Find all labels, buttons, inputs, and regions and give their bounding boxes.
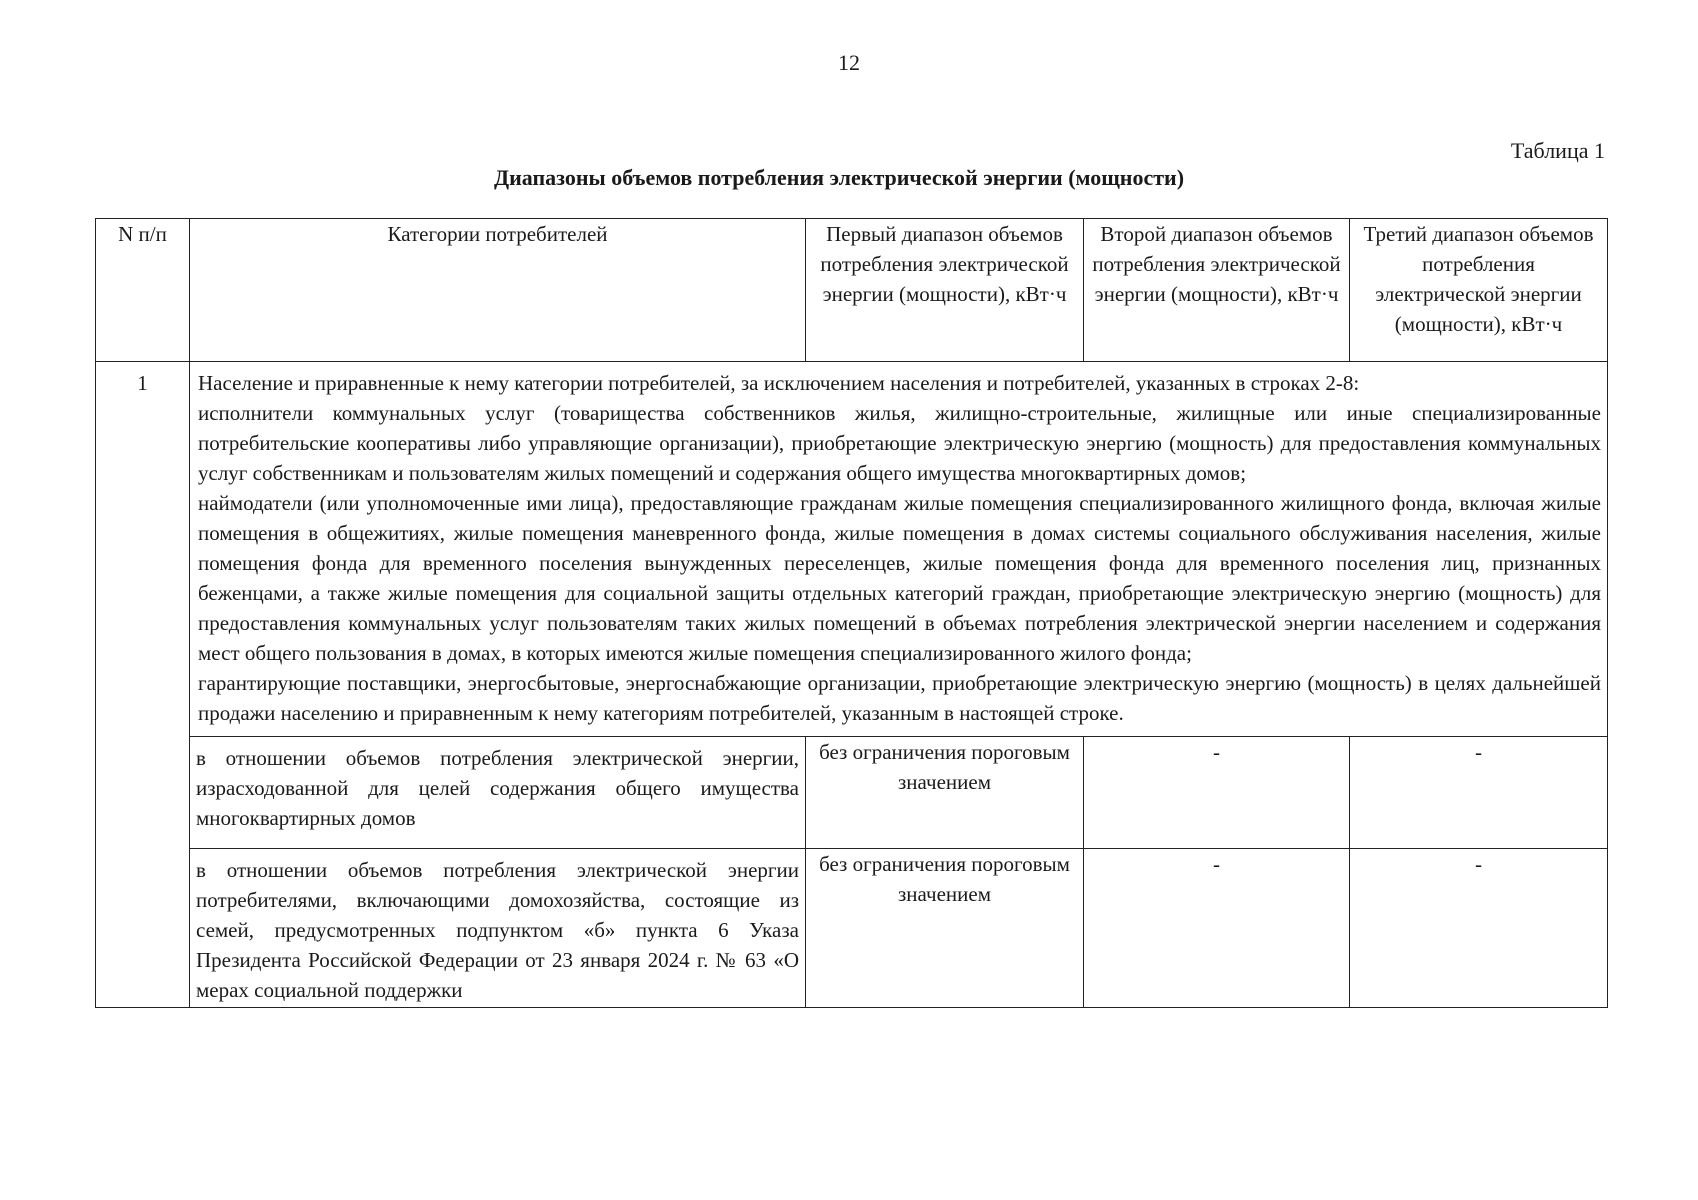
consumption-ranges-table: [95, 218, 1608, 1008]
description-paragraph: Население и приравненные к нему категории потребителей, за исключением населения и потребителей, указанных в строках 2-8:: [198, 371, 1360, 395]
row-number: 1: [96, 362, 190, 1008]
subrow-range-3: -: [1350, 849, 1608, 1008]
table-subrow: [96, 849, 1608, 1008]
subrow-text: в отношении объемов потребления электрической энергии, израсходованной для целей содержания общего имущества многоквартирных домов: [190, 737, 806, 849]
subrow-range-3: -: [1350, 737, 1608, 849]
subrow-text: в отношении объемов потребления электрической энергии потребителями, включающими домохозяйства, состоящие из семей, предусмотренных подпунктом «б» пункта 6 Указа Президента Российской Федерации от 23 января 2024 г. № 63 «О мерах социальной поддержки: [196, 858, 799, 1002]
subrow-range-1: без ограничения пороговым значением: [806, 849, 1084, 1008]
table-label: Таблица 1: [1510, 138, 1605, 163]
table-row: [96, 362, 1608, 737]
category-description: [190, 362, 1608, 737]
subrow-range-2: -: [1084, 737, 1350, 849]
header-category: Категории потребителей: [190, 219, 806, 362]
table-subrow: [96, 737, 1608, 849]
header-num: N п/п: [96, 219, 190, 362]
header-range-2: Второй диапазон объемов потребления электрической энергии (мощности), кВт·ч: [1084, 219, 1350, 362]
description-paragraph: исполнители коммунальных услуг (товарищества собственников жилья, жилищно-строительные, жилищные или иные специализированные потребительские кооперативы либо управляющие организации), приобретающие электрическую энергию (мощность) для предоставления коммунальных услуг собственникам и пользователям жилых помещений и содержания общего имущества многоквартирных домов;: [198, 401, 1601, 485]
subrow-range-2: -: [1084, 849, 1350, 1008]
header-range-3: Третий диапазон объемов потребления электрической энергии (мощности), кВт·ч: [1350, 219, 1608, 362]
header-range-1: Первый диапазон объемов потребления электрической энергии (мощности), кВт·ч: [806, 219, 1084, 362]
table-header-row: [96, 219, 1608, 362]
page-number: 12: [838, 50, 860, 75]
description-paragraph: гарантирующие поставщики, энергосбытовые, энергоснабжающие организации, приобретающие электрическую энергию (мощность) в целях дальнейшей продажи населению и приравненным к нему категориям потребителей, указанным в настоящей строке.: [198, 671, 1601, 725]
table-title: [0, 165, 1698, 191]
subrow-text-cell: [190, 849, 806, 1008]
table-title-text: Диапазоны объемов потребления электрической энергии (мощности): [493, 165, 1185, 190]
description-paragraph: наймодатели (или уполномоченные ими лица), предоставляющие гражданам жилые помещения специализированного жилищного фонда, включая жилые помещения в общежитиях, жилые помещения маневренного фонда, жилые помещения в домах системы социального обслуживания населения, жилые помещения фонда для временного поселения вынужденных переселенцев, жилые помещения фонда для временного поселения лиц, признанных беженцами, а также жилые помещения для социальной защиты отдельных категорий граждан, приобретающие электрическую энергию (мощность) для предоставления коммунальных услуг пользователям таких жилых помещений в объемах потребления электрической энергии населением и содержания мест общего пользования в домах, в которых имеются жилые помещения специализированного жилого фонда;: [198, 491, 1601, 665]
subrow-range-1: без ограничения пороговым значением: [806, 737, 1084, 849]
